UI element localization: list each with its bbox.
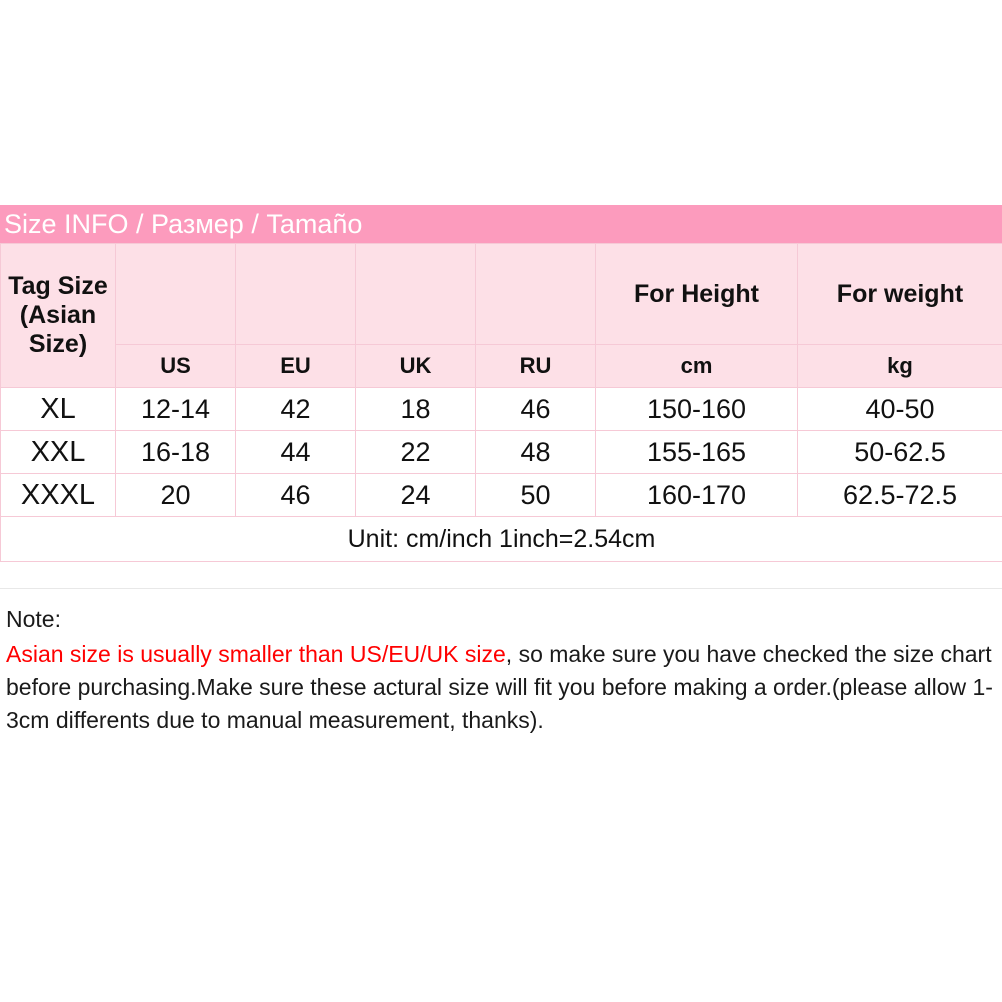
header-cell-height-unit: cm bbox=[596, 345, 798, 388]
header-cell-us: US bbox=[116, 345, 236, 388]
cell-us: 16-18 bbox=[116, 431, 236, 474]
header-cell-eu: EU bbox=[236, 345, 356, 388]
table-row bbox=[1, 474, 1002, 517]
cell-height: 160-170 bbox=[596, 474, 798, 517]
cell-ru: 48 bbox=[476, 431, 596, 474]
page-title: Size INFO / Размер / Tamaño bbox=[0, 205, 1002, 243]
cell-height: 150-160 bbox=[596, 388, 798, 431]
cell-ru: 46 bbox=[476, 388, 596, 431]
cell-eu: 46 bbox=[236, 474, 356, 517]
table-unit-row bbox=[1, 517, 1002, 562]
header-cell-weight-unit: kg bbox=[798, 345, 1002, 388]
header-cell-uk: UK bbox=[356, 345, 476, 388]
header-cell-height-group: For Height bbox=[596, 244, 798, 345]
cell-us: 20 bbox=[116, 474, 236, 517]
note-block bbox=[0, 588, 1002, 737]
table-row bbox=[1, 431, 1002, 474]
table-header-row bbox=[1, 244, 1002, 345]
cell-weight: 62.5-72.5 bbox=[798, 474, 1002, 517]
header-cell-tag-size: Tag Size (Asian Size) bbox=[1, 244, 116, 388]
note-label: Note: bbox=[6, 606, 61, 632]
header-cell-weight-group: For weight bbox=[798, 244, 1002, 345]
cell-eu: 44 bbox=[236, 431, 356, 474]
cell-eu: 42 bbox=[236, 388, 356, 431]
spacer bbox=[0, 562, 1002, 588]
header-cell-us-group bbox=[116, 244, 236, 345]
header-cell-uk-group bbox=[356, 244, 476, 345]
cell-weight: 40-50 bbox=[798, 388, 1002, 431]
note-warning: Asian size is usually smaller than US/EU/UK size bbox=[6, 641, 506, 667]
table-row bbox=[1, 388, 1002, 431]
cell-size: XXXL bbox=[1, 474, 116, 517]
note-body: , so make sure you have checked the size chart before purchasing.Make sure these actural size will fit you before making a order.(please allow 1-3cm differents due to manual measurement, thanks). bbox=[6, 641, 993, 733]
cell-size: XL bbox=[1, 388, 116, 431]
header-cell-ru-group bbox=[476, 244, 596, 345]
size-table bbox=[0, 243, 1002, 562]
header-cell-ru: RU bbox=[476, 345, 596, 388]
unit-note: Unit: cm/inch 1inch=2.54cm bbox=[1, 517, 1002, 562]
header-cell-eu-group bbox=[236, 244, 356, 345]
cell-uk: 18 bbox=[356, 388, 476, 431]
cell-us: 12-14 bbox=[116, 388, 236, 431]
cell-ru: 50 bbox=[476, 474, 596, 517]
table-subheader-row bbox=[1, 345, 1002, 388]
cell-uk: 24 bbox=[356, 474, 476, 517]
cell-height: 155-165 bbox=[596, 431, 798, 474]
cell-weight: 50-62.5 bbox=[798, 431, 1002, 474]
size-chart-container bbox=[0, 205, 1002, 737]
cell-size: XXL bbox=[1, 431, 116, 474]
cell-uk: 22 bbox=[356, 431, 476, 474]
